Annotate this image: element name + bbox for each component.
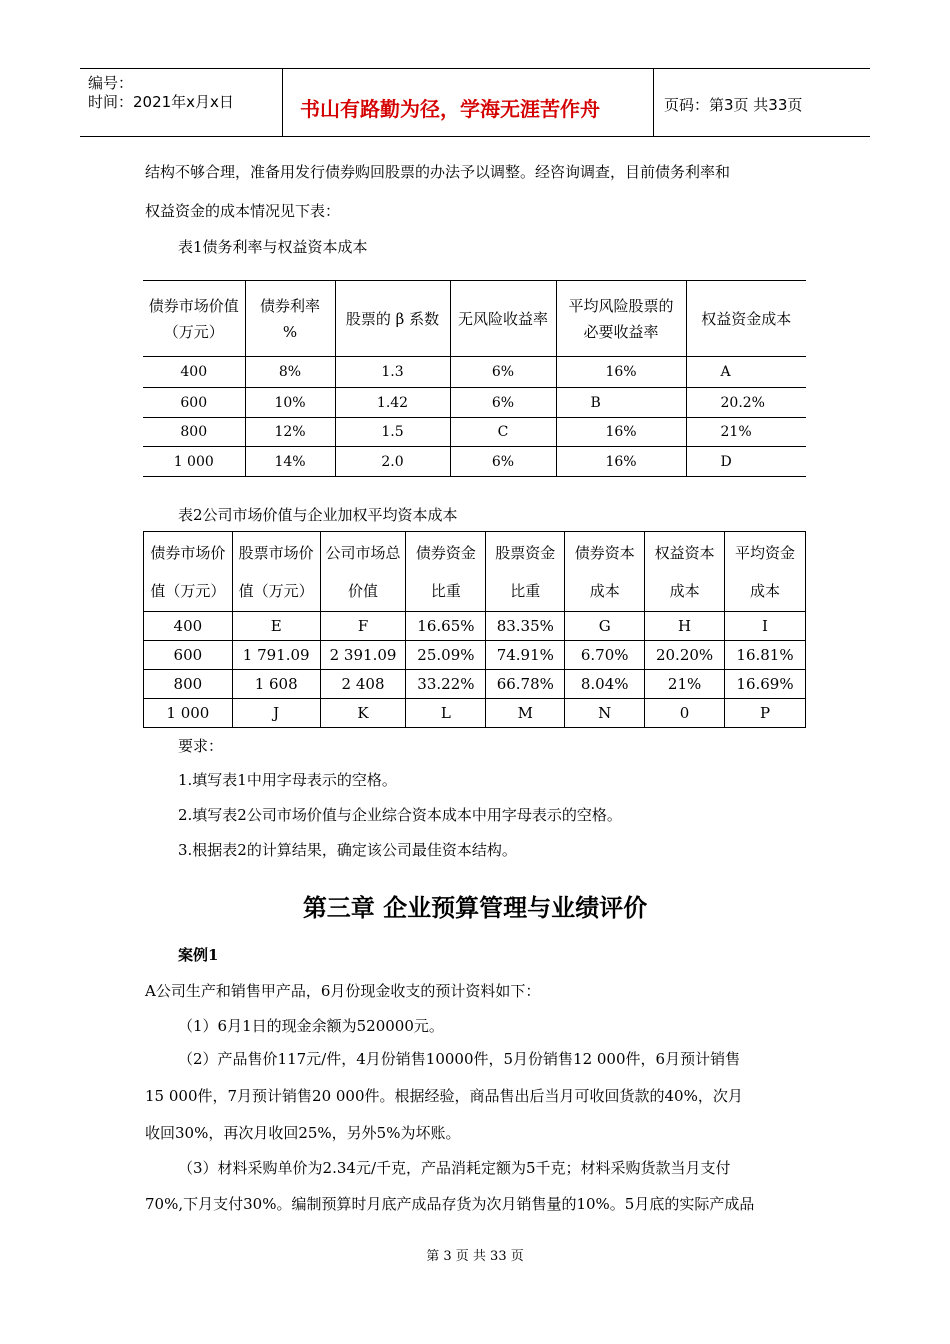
table2 [143,531,806,728]
table1-cell: 800 [143,418,245,447]
case-line-6: （3）材料采购单价为2.34元/千克，产品消耗定额为5千克；材料采购货款当月支付 [178,1159,731,1177]
table2-cell: M [486,699,565,728]
table1-cell: 6% [450,388,556,418]
table1-cell: C [450,418,556,447]
requirement-item-1: 1.填写表1中用字母表示的空格。 [178,771,397,789]
case-line-2: （1）6月1日的现金余额为520000元。 [178,1017,444,1035]
case-line-3: （2）产品售价117元/件，4月份销售10000件，5月份销售12 000件，6月预计销售 [178,1050,741,1068]
table1-cell: 1.42 [335,388,450,418]
case-line-1: A公司生产和销售甲产品，6月份现金收支的预计资料如下： [145,982,541,1000]
requirements-title: 要求： [178,737,224,755]
header-bottom-rule [80,136,870,137]
table-row [144,612,806,641]
requirement-item-3: 3.根据表2的计算结果，确定该公司最佳资本结构。 [178,841,517,859]
table-row [143,418,806,447]
table2-cell: 1 000 [144,699,233,728]
intro-line-1: 结构不够合理，准备用发行债券购回股票的办法予以调整。经咨询调查，目前债务利率和 [145,163,731,181]
table1-header-cell: 债券市场价值 （万元） [143,281,245,357]
header-page-info: 页码：第3页 共33页 [664,96,803,114]
table1-cell: 6% [450,357,556,388]
table1-cell: 16% [556,357,686,388]
table1-cell: 20.2% [686,388,806,418]
table1-cell: 10% [245,388,335,418]
header-time-label: 时间：2021年x月x日 [88,93,234,111]
table2-cell: 16.69% [725,670,806,699]
table2-cell: 1 608 [232,670,320,699]
table1-header-cell: 权益资金成本 [686,281,806,357]
table-row [144,670,806,699]
table2-header-cell: 公司市场总 价值 [320,532,406,612]
table1-cell: A [686,357,806,388]
table2-header-cell: 债券资本 成本 [565,532,645,612]
table1-cell: 2.0 [335,447,450,477]
table2-cell: N [565,699,645,728]
table2-cell: 400 [144,612,233,641]
table1-header-cell: 无风险收益率 [450,281,556,357]
table2-cell: F [320,612,406,641]
table1-cell: 600 [143,388,245,418]
table2-cell: 6.70% [565,641,645,670]
table2-header-cell: 债券资金 比重 [406,532,486,612]
table2-cell: 66.78% [486,670,565,699]
table2-cell: 1 791.09 [232,641,320,670]
table2-header-row [144,532,806,612]
table1-cell: 16% [556,418,686,447]
table2-cell: 16.81% [725,641,806,670]
table2-cell: 2 391.09 [320,641,406,670]
table1-header-cell: 平均风险股票的 必要收益率 [556,281,686,357]
requirement-item-2: 2.填写表2公司市场价值与企业综合资本成本中用字母表示的空格。 [178,806,622,824]
table2-header-cell: 股票市场价 值（万元） [232,532,320,612]
table2-cell: 0 [645,699,725,728]
table1-cell: B [556,388,686,418]
table2-cell: 83.35% [486,612,565,641]
table2-cell: 74.91% [486,641,565,670]
table2-header-cell: 股票资金 比重 [486,532,565,612]
table2-cell: 25.09% [406,641,486,670]
table2-cell: K [320,699,406,728]
table-row [144,699,806,728]
table1-cell: D [686,447,806,477]
table1-cell: 12% [245,418,335,447]
table2-cell: G [565,612,645,641]
chapter-title: 第三章 企业预算管理与业绩评价 [302,894,648,922]
table1-cell: 16% [556,447,686,477]
table-row [144,641,806,670]
table2-header-cell: 权益资本 成本 [645,532,725,612]
table1-header-cell: 股票的 β 系数 [335,281,450,357]
case-line-5: 收回30%，再次月收回25%，另外5%为坏账。 [145,1124,461,1142]
table2-cell: L [406,699,486,728]
table1 [143,280,806,477]
table2-cell: 20.20% [645,641,725,670]
case-title: 案例1 [178,946,219,964]
table1-header-cell: 债券利率 % [245,281,335,357]
table2-cell: J [232,699,320,728]
header-motto: 书山有路勤为径，学海无涯苦作舟 [300,97,600,121]
table2-header-cell: 平均资金 成本 [725,532,806,612]
table2-cell: I [725,612,806,641]
table1-cell: 8% [245,357,335,388]
table1-cell: 400 [143,357,245,388]
page-footer: 第 3 页 共 33 页 [426,1249,524,1264]
table2-cell: 2 408 [320,670,406,699]
table-row [143,388,806,418]
header-divider-right [653,68,654,136]
table1-header-row [143,281,806,357]
table1-cell: 1.5 [335,418,450,447]
table2-cell: P [725,699,806,728]
table2-cell: 600 [144,641,233,670]
intro-line-2: 权益资金的成本情况见下表： [145,202,341,220]
table2-cell: 16.65% [406,612,486,641]
table2-header-cell: 债券市场价 值（万元） [144,532,233,612]
table1-cell: 1 000 [143,447,245,477]
case-line-4: 15 000件，7月预计销售20 000件。根据经验，商品售出后当月可收回货款的40%，次月 [145,1087,743,1105]
table2-caption: 表2公司市场价值与企业加权平均资本成本 [178,506,458,524]
table1-cell: 1.3 [335,357,450,388]
case-line-7: 70%,下月支付30%。编制预算时月底产成品存货为次月销售量的10%。5月底的实际产成品 [145,1195,755,1213]
table1-cell: 6% [450,447,556,477]
table1-caption: 表1债务利率与权益资本成本 [178,238,368,256]
table2-cell: 800 [144,670,233,699]
table2-cell: 33.22% [406,670,486,699]
table2-cell: 21% [645,670,725,699]
table1-cell: 14% [245,447,335,477]
table2-cell: 8.04% [565,670,645,699]
table1-cell: 21% [686,418,806,447]
table-row [143,447,806,477]
table-row [143,357,806,388]
table2-cell: E [232,612,320,641]
header-number-label: 编号： [88,74,134,92]
header-divider-left [282,68,283,136]
table2-cell: H [645,612,725,641]
header-top-rule [80,68,870,69]
